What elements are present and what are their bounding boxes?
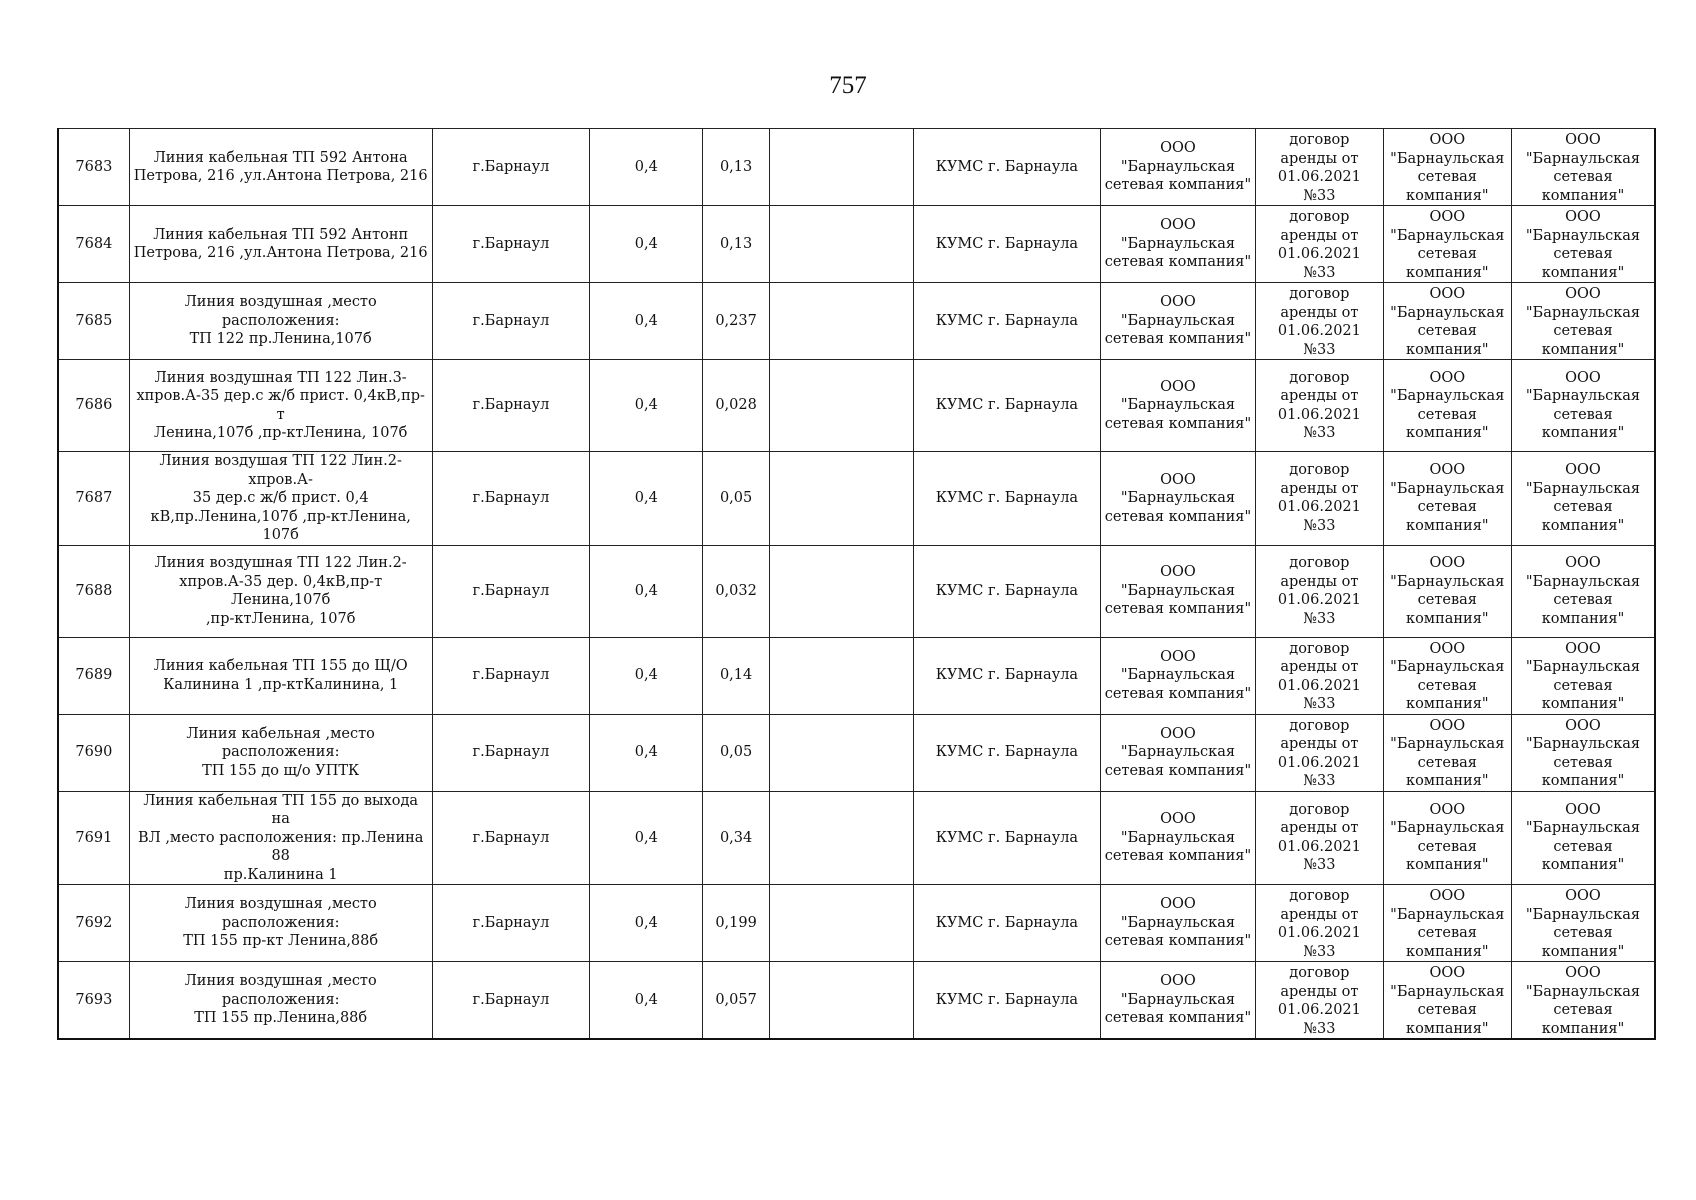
basis-cell: договор аренды от 01.06.2021 №33 — [1256, 791, 1383, 885]
owner-cell: КУМС г. Барнаула — [914, 714, 1101, 791]
length-cell: 0,237 — [703, 283, 769, 360]
location-cell: г.Барнаул — [432, 714, 589, 791]
operator-cell: ООО "Барнаульская сетевая компания" — [1511, 129, 1655, 206]
voltage-cell: 0,4 — [590, 283, 703, 360]
holder-cell: ООО "Барнаульская сетевая компания" — [1100, 360, 1255, 452]
table-row — [58, 545, 1655, 637]
row-number-cell: 7684 — [58, 206, 129, 283]
operator-cell: ООО "Барнаульская сетевая компания" — [1511, 545, 1655, 637]
object-name-cell: Линия кабельная ,место расположения: ТП 155 до щ/о УПТК — [129, 714, 432, 791]
extra-cell — [769, 962, 913, 1040]
operator-cell: ООО "Барнаульская сетевая компания" — [1511, 791, 1655, 885]
object-name-cell: Линия воздушная ТП 122 Лин.2- хпров.А-35 дер. 0,4кВ,пр-т Ленина,107б ,пр-ктЛенина, 107б — [129, 545, 432, 637]
voltage-cell: 0,4 — [590, 129, 703, 206]
owner-cell: КУМС г. Барнаула — [914, 885, 1101, 962]
owner-cell: КУМС г. Барнаула — [914, 637, 1101, 714]
basis-cell: договор аренды от 01.06.2021 №33 — [1256, 885, 1383, 962]
basis-cell: договор аренды от 01.06.2021 №33 — [1256, 637, 1383, 714]
page-number: 757 — [829, 72, 867, 99]
registry-table — [57, 128, 1656, 1040]
table-row — [58, 637, 1655, 714]
operator-cell: ООО "Барнаульская сетевая компания" — [1511, 360, 1655, 452]
extra-cell — [769, 360, 913, 452]
owner-cell: КУМС г. Барнаула — [914, 545, 1101, 637]
holder-cell: ООО "Барнаульская сетевая компания" — [1100, 206, 1255, 283]
location-cell: г.Барнаул — [432, 885, 589, 962]
user-cell: ООО "Барнаульская сетевая компания" — [1383, 129, 1511, 206]
row-number-cell: 7687 — [58, 452, 129, 546]
row-number-cell: 7685 — [58, 283, 129, 360]
basis-cell: договор аренды от 01.06.2021 №33 — [1256, 129, 1383, 206]
object-name-cell: Линия кабельная ТП 155 до выхода на ВЛ ,место расположения: пр.Ленина 88 пр.Калинина 1 — [129, 791, 432, 885]
object-name-cell: Линия воздушная ,место расположения: ТП 155 пр-кт Ленина,88б — [129, 885, 432, 962]
voltage-cell: 0,4 — [590, 206, 703, 283]
owner-cell: КУМС г. Барнаула — [914, 129, 1101, 206]
basis-cell: договор аренды от 01.06.2021 №33 — [1256, 283, 1383, 360]
holder-cell: ООО "Барнаульская сетевая компания" — [1100, 885, 1255, 962]
voltage-cell: 0,4 — [590, 885, 703, 962]
table-row — [58, 885, 1655, 962]
length-cell: 0,13 — [703, 129, 769, 206]
length-cell: 0,032 — [703, 545, 769, 637]
object-name-cell: Линия кабельная ТП 155 до Щ/О Калинина 1 ,пр-ктКалинина, 1 — [129, 637, 432, 714]
object-name-cell: Линия кабельная ТП 592 Антонп Петрова, 216 ,ул.Антона Петрова, 216 — [129, 206, 432, 283]
owner-cell: КУМС г. Барнаула — [914, 283, 1101, 360]
row-number-cell: 7686 — [58, 360, 129, 452]
voltage-cell: 0,4 — [590, 714, 703, 791]
extra-cell — [769, 452, 913, 546]
length-cell: 0,13 — [703, 206, 769, 283]
user-cell: ООО "Барнаульская сетевая компания" — [1383, 962, 1511, 1040]
user-cell: ООО "Барнаульская сетевая компания" — [1383, 452, 1511, 546]
user-cell: ООО "Барнаульская сетевая компания" — [1383, 360, 1511, 452]
holder-cell: ООО "Барнаульская сетевая компания" — [1100, 791, 1255, 885]
operator-cell: ООО "Барнаульская сетевая компания" — [1511, 962, 1655, 1040]
object-name-cell: Линия воздушная ,место расположения: ТП 155 пр.Ленина,88б — [129, 962, 432, 1040]
length-cell: 0,05 — [703, 714, 769, 791]
table-row — [58, 791, 1655, 885]
holder-cell: ООО "Барнаульская сетевая компания" — [1100, 452, 1255, 546]
location-cell: г.Барнаул — [432, 129, 589, 206]
owner-cell: КУМС г. Барнаула — [914, 962, 1101, 1040]
object-name-cell: Линия воздушная ТП 122 Лин.3- хпров.А-35 дер.с ж/б прист. 0,4кВ,пр-т Ленина,107б ,пр-ктЛенина, 107б — [129, 360, 432, 452]
table-row — [58, 452, 1655, 546]
location-cell: г.Барнаул — [432, 360, 589, 452]
row-number-cell: 7690 — [58, 714, 129, 791]
table-row — [58, 283, 1655, 360]
table-body — [58, 129, 1655, 1040]
length-cell: 0,057 — [703, 962, 769, 1040]
user-cell: ООО "Барнаульская сетевая компания" — [1383, 545, 1511, 637]
object-name-cell: Линия воздушая ТП 122 Лин.2-хпров.А- 35 дер.с ж/б прист. 0,4 кВ,пр.Ленина,107б ,пр-ктЛенина, 107б — [129, 452, 432, 546]
user-cell: ООО "Барнаульская сетевая компания" — [1383, 637, 1511, 714]
operator-cell: ООО "Барнаульская сетевая компания" — [1511, 283, 1655, 360]
location-cell: г.Барнаул — [432, 283, 589, 360]
owner-cell: КУМС г. Барнаула — [914, 791, 1101, 885]
operator-cell: ООО "Барнаульская сетевая компания" — [1511, 206, 1655, 283]
user-cell: ООО "Барнаульская сетевая компания" — [1383, 283, 1511, 360]
basis-cell: договор аренды от 01.06.2021 №33 — [1256, 206, 1383, 283]
owner-cell: КУМС г. Барнаула — [914, 452, 1101, 546]
voltage-cell: 0,4 — [590, 452, 703, 546]
row-number-cell: 7691 — [58, 791, 129, 885]
location-cell: г.Барнаул — [432, 545, 589, 637]
row-number-cell: 7689 — [58, 637, 129, 714]
basis-cell: договор аренды от 01.06.2021 №33 — [1256, 962, 1383, 1040]
object-name-cell: Линия воздушная ,место расположения: ТП 122 пр.Ленина,107б — [129, 283, 432, 360]
voltage-cell: 0,4 — [590, 360, 703, 452]
extra-cell — [769, 129, 913, 206]
operator-cell: ООО "Барнаульская сетевая компания" — [1511, 714, 1655, 791]
location-cell: г.Барнаул — [432, 206, 589, 283]
operator-cell: ООО "Барнаульская сетевая компания" — [1511, 637, 1655, 714]
user-cell: ООО "Барнаульская сетевая компания" — [1383, 885, 1511, 962]
row-number-cell: 7693 — [58, 962, 129, 1040]
location-cell: г.Барнаул — [432, 452, 589, 546]
voltage-cell: 0,4 — [590, 545, 703, 637]
owner-cell: КУМС г. Барнаула — [914, 360, 1101, 452]
length-cell: 0,05 — [703, 452, 769, 546]
table-row — [58, 360, 1655, 452]
table-row — [58, 129, 1655, 206]
basis-cell: договор аренды от 01.06.2021 №33 — [1256, 360, 1383, 452]
basis-cell: договор аренды от 01.06.2021 №33 — [1256, 452, 1383, 546]
length-cell: 0,199 — [703, 885, 769, 962]
table-row — [58, 714, 1655, 791]
basis-cell: договор аренды от 01.06.2021 №33 — [1256, 545, 1383, 637]
user-cell: ООО "Барнаульская сетевая компания" — [1383, 714, 1511, 791]
length-cell: 0,14 — [703, 637, 769, 714]
extra-cell — [769, 206, 913, 283]
operator-cell: ООО "Барнаульская сетевая компания" — [1511, 452, 1655, 546]
location-cell: г.Барнаул — [432, 962, 589, 1040]
holder-cell: ООО "Барнаульская сетевая компания" — [1100, 129, 1255, 206]
voltage-cell: 0,4 — [590, 791, 703, 885]
voltage-cell: 0,4 — [590, 637, 703, 714]
row-number-cell: 7683 — [58, 129, 129, 206]
holder-cell: ООО "Барнаульская сетевая компания" — [1100, 637, 1255, 714]
extra-cell — [769, 714, 913, 791]
location-cell: г.Барнаул — [432, 791, 589, 885]
table-row — [58, 206, 1655, 283]
row-number-cell: 7692 — [58, 885, 129, 962]
location-cell: г.Барнаул — [432, 637, 589, 714]
extra-cell — [769, 637, 913, 714]
extra-cell — [769, 885, 913, 962]
extra-cell — [769, 545, 913, 637]
operator-cell: ООО "Барнаульская сетевая компания" — [1511, 885, 1655, 962]
length-cell: 0,34 — [703, 791, 769, 885]
holder-cell: ООО "Барнаульская сетевая компания" — [1100, 962, 1255, 1040]
holder-cell: ООО "Барнаульская сетевая компания" — [1100, 283, 1255, 360]
basis-cell: договор аренды от 01.06.2021 №33 — [1256, 714, 1383, 791]
user-cell: ООО "Барнаульская сетевая компания" — [1383, 206, 1511, 283]
holder-cell: ООО "Барнаульская сетевая компания" — [1100, 545, 1255, 637]
length-cell: 0,028 — [703, 360, 769, 452]
row-number-cell: 7688 — [58, 545, 129, 637]
table-row — [58, 962, 1655, 1040]
object-name-cell: Линия кабельная ТП 592 Антона Петрова, 216 ,ул.Антона Петрова, 216 — [129, 129, 432, 206]
owner-cell: КУМС г. Барнаула — [914, 206, 1101, 283]
extra-cell — [769, 791, 913, 885]
extra-cell — [769, 283, 913, 360]
user-cell: ООО "Барнаульская сетевая компания" — [1383, 791, 1511, 885]
voltage-cell: 0,4 — [590, 962, 703, 1040]
holder-cell: ООО "Барнаульская сетевая компания" — [1100, 714, 1255, 791]
